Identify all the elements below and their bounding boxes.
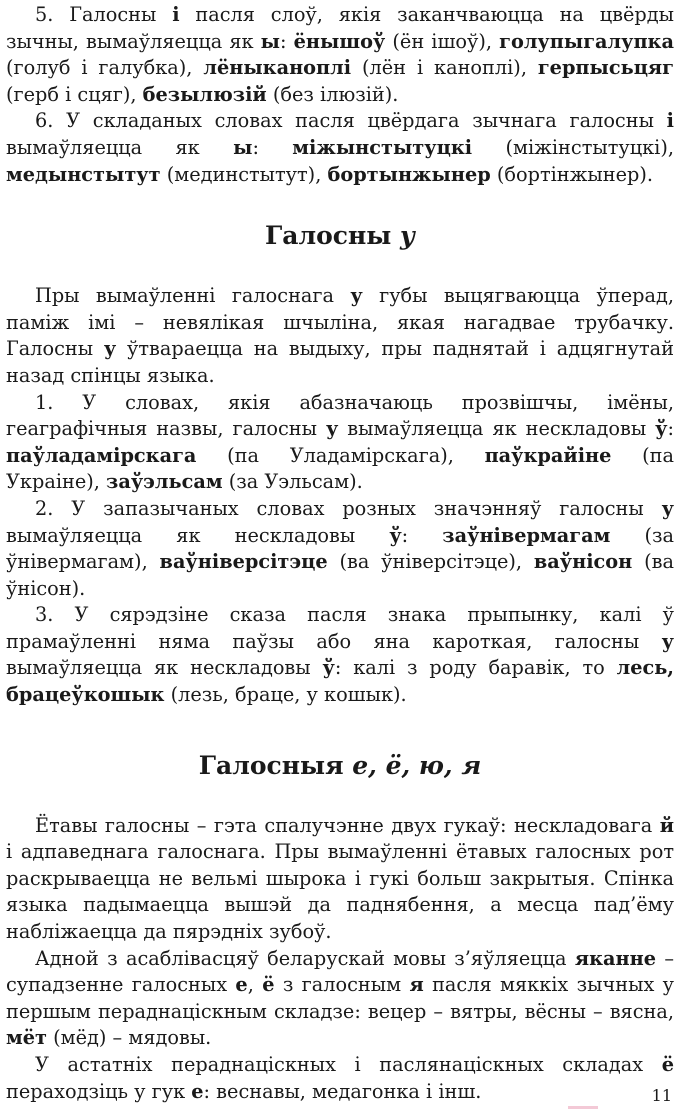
section-heading-u: Галосны у [264,221,415,251]
u-rule-2-paragraph: 2. У запазычаных словах розных значэнняў галосны у вымаўляецца як нескладовы ў: заўнівермагам (за ўнівермагам), ваўніверсітэце (ва ўніверсітэце), ваўнісон (ва ўнісон). [6,496,674,600]
yakanne-paragraph: Адной з асаблівасцяў беларускай мовы з’яўляецца яканне – супадзенне галосных е, ё з галосным я пасля мяккіх зычных у першым пераднаціскным складзе: вецер – вятры, вёсны – вясна, мёт (мёд) – мядовы. [6,946,675,1050]
u-rule-3-paragraph: 3. У сярэдзіне сказа пасля знака прыпынку, калі ў прамаўленні няма паўзы або яна кароткая, галосны у вымаўляецца як нескладовы ў: калі з роду баравік, то лесь, брацеўкошык (лезь, браце, у кошык). [6,603,674,707]
u-rule-1-paragraph: 1. У словах, якія абазначаюць прозвішчы, імёны, геаграфічныя назвы, галосны у вымаўляецца як нескладовы ў: паўладамірскага (па Уладамірскага), паўкрайіне (па Украіне), заўэльсам (за Уэльсам). [6,390,675,494]
rule-6-paragraph: 6. У складаных словах пасля цвёрдага зычнага галосны і вымаўляецца як ы: міжынстытуцкі (міжінстытуцкі), медынстытут (мединстытут), бортынжынер (бортінжынер). [6,109,674,186]
rule-5-paragraph: 5. Галосны і пасля слоў, якія заканчваюцца на цвёрды зычны, вымаўляецца як ы: ёнышоў (ён ішоў), голупыгалупка (голуб і галубка), лёныканоплі (лён і каноплі), герпысьцяг (герб і сцяг), безылюзій (без ілюзій). [6,3,674,106]
yo-to-e-paragraph: У астатніх пераднаціскных і паслянаціскных складах ё пераходзіць у гук е: веснавы, медагонка і інш. [6,1053,674,1103]
u-intro-paragraph: Пры вымаўленні галоснага у губы выцягваюцца ўперад, паміж імі – невялікая шчыліна, якая нагадвае трубачку. Галосны у ўтвараецца на выдыху, пры паднятай і адцягнутай назад спінцы языка. [6,284,674,387]
iotated-intro-paragraph: Ётавы галосны – гэта спалучэнне двух гукаў: нескладовага й і адпаведнага галоснага. Пры вымаўленні ётавых галосных рот раскрываецца не вельмі шырока і гукі больш закрытыя. Спінка языка падымаецца вышэй да паднябення, а месца пад’ёму набліжаецца да пярэдніх зубоў. [6,813,674,944]
page-number: 11 [651,1086,672,1105]
page-content [6,2,674,1105]
edge-mark [568,1106,598,1109]
section-heading-iotated: Галосныя е, ё, ю, я [198,750,482,780]
